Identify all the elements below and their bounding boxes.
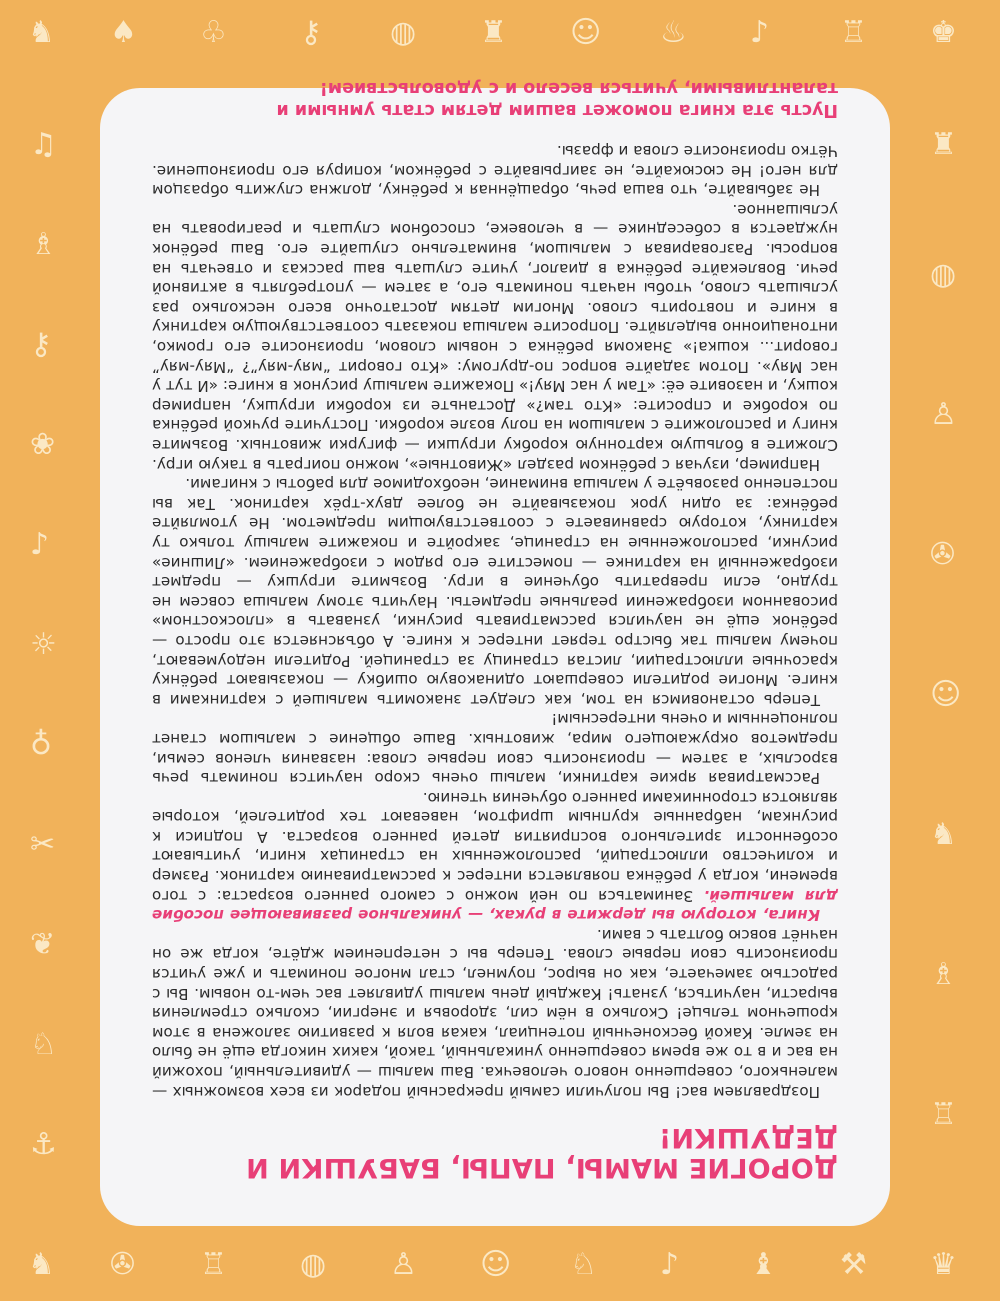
- toy-icon: ♜: [930, 127, 957, 162]
- toy-icon: ♘: [570, 1247, 597, 1282]
- toy-icon: ♘: [30, 1027, 57, 1062]
- toy-icon: ♛: [930, 1247, 957, 1282]
- rotated-content: [100, 77, 890, 1226]
- toy-icon: ♞: [930, 817, 957, 852]
- cat-icon: ☺: [930, 677, 962, 712]
- bird-icon: ♪: [750, 15, 770, 50]
- paragraph: Поздравляем вас! Вы получили самый прекрасный подарок из всех возможных — маленького, совершенно нового человечка. Ваш малыш — удивительный, похожий на вас и в то же время совершенно уникальный, такой, каких никогда ещё не было на земле. Какой бесконечный потенциал, какая воля к развитию заложена в этом крошечном тельце! Сколько в нём сил, здоровья и энергии, сколько стремления вырасти, научиться, узнать! Каждый день малыш удивляет вас чем-то новым. Вы с радостью замечаете, как он вырос, поумнел, стал многое понимать и уже учится произносить свои первые слова. Теперь вы с нетерпением ждёте, когда же он начнёт вовсю болтать с вами.: [152, 925, 838, 1101]
- cat-icon: ☺: [570, 15, 602, 50]
- body-text: [152, 141, 838, 1101]
- toy-icon: ✂: [30, 827, 56, 862]
- toy-icon: ♖: [930, 1097, 957, 1132]
- cat-icon: ☺: [480, 1247, 512, 1282]
- ball-icon: ◍: [930, 257, 957, 292]
- hammer-icon: ⚒: [840, 1247, 867, 1282]
- toy-icon: ♙: [930, 397, 957, 432]
- toy-icon: ♗: [30, 227, 57, 262]
- bird-icon: ♪: [660, 1247, 680, 1282]
- teapot-icon: ♨: [660, 15, 687, 50]
- cherry-icon: ❦: [30, 927, 56, 962]
- sun-icon: ☼: [30, 627, 57, 662]
- bird-icon: ♪: [30, 527, 50, 562]
- balloon-icon: ♁: [30, 727, 52, 762]
- toy-icon: ♖: [840, 15, 867, 50]
- toy-icon: ♞: [28, 15, 55, 50]
- highlight-text: Книга, которую вы держите в руках, — уникальное развивающее пособие для малышей.: [152, 886, 838, 925]
- toy-icon: ✇: [930, 537, 956, 572]
- pear-icon: ♧: [200, 15, 227, 50]
- toy-icon: ♙: [390, 1247, 417, 1282]
- trumpet-icon: ♫: [30, 127, 57, 162]
- paragraph: Книга, которую вы держите в руках, — уникальное развивающее пособие для малышей. Заниматься по ней можно с самого раннего возраста: с того времени, когда у ребёнка появляется интерес к рассматриванию картинок. Размер и количество иллюстраций, расположенных на страницах книги, учитывают особенности зрительного восприятия детей раннего возраста. А подписи к рисункам, набранные крупным шрифтом, навевают тех родителей, которые являются сторонниками раннего обучения чтению.: [152, 788, 838, 925]
- toy-icon: ♖: [200, 1247, 227, 1282]
- ball-icon: ◍: [300, 1247, 327, 1282]
- paragraph: Теперь остановимся на том, как следует знакомить малышей с картинками в книге. Многие родители совершают одинаковую ошибку — показывают ребёнку красочные иллюстрации, листая страницу за страницей. Родители недоумевают, почему малыш так быстро теряет интерес к книге. А объясняется это просто — ребёнок ещё не научился рассматривать рисунки, узнавать в «плоскостном» рисованном изображении реальные предметы. Научить этому малыша совсем не трудно, если превратить обучение в игру. Возьмите игрушку — предмет изображенный на картинке — поместите его рядом с изображением. «Лишние» рисунки, расположенные на странице, закройте и покажите малышу только ту картинку, которую сравниваете с соответствующим предметом. Не утомляйте ребёнка: за один урок показывайте не более двух-трёх картинок. Так вы постепенно разовьёте у малыша внимание, необходимое для работы с книгами.: [152, 475, 838, 709]
- closing-text: Пусть эта книга поможет вашим детям стать умными и талантливыми, учиться весело и с удовольствием!: [276, 77, 838, 120]
- grapes-icon: ❀: [30, 427, 56, 462]
- text-panel: [100, 77, 890, 1226]
- toy-icon: ♞: [28, 1247, 55, 1282]
- toy-icon: ⚓: [30, 1127, 57, 1162]
- key-icon: ⚷: [30, 327, 52, 362]
- ball-icon: ◍: [390, 15, 417, 50]
- toy-icon: ♜: [480, 15, 507, 50]
- spade-icon: ♠: [110, 15, 137, 50]
- paragraph: Например, изучая с ребёнком раздел «Животные», можно поиграть в такую игру. Сложите в большую картонную коробку игрушки — фигурки животных. Возьмите книгу и расположите с малышом на полу возле коробки. Постучите ручкой ребёнка по коробке и спросите: «Кто там?» Достаньте из коробки игрушку, например кошку, и назовите её: «Там у нас Мяу!» Покажите малышу рисунок в книге: «И тут у нас Мяу». Потом задайте вопрос по-другому: «Кто говорит “мяу-мяу”? “Мяу-мяу” говорит... кошка!» Знакомя ребёнка с новым словом, произносите его громко, интонационно выделяйте. Попросите малыша показать соответствующую картинку в книге и повторить слово. Многим детям достаточно всего несколько раз услышать слово, чтобы начать понимать его, а затем — употреблять в активной речи. Вовлекайте ребёнка в диалог, учите слушать ваш рассказ и отвечать на вопросы. Разговаривая с малышом, внимательно слушайте его. Ваш ребёнок нуждается в собеседнике — в человеке, способном слушать и реагировать на услышанное.: [152, 200, 838, 474]
- toy-icon: ✇: [110, 1247, 136, 1282]
- paragraph: Не забывайте, что ваша речь, обращённая к ребёнку, должна служить образцом для него! Не сюсюкайте, не заигрывайте с ребёнком, копируя его произношение. Чётко произносите слова и фразы.: [152, 142, 838, 200]
- toy-icon: ♗: [930, 957, 957, 992]
- key-icon: ⚷: [300, 15, 322, 50]
- paragraph: Рассматривая яркие картинки, малыш очень скоро научится понимать речь взрослых, а затем — произносить свои первые слова: названия членов семьи, предметов окружающего мира, животных. Ваше общение с малышом станет полноценным и очень интересным!: [152, 710, 838, 788]
- toy-icon: ♝: [750, 1247, 777, 1282]
- page-title: ДОРОГИЕ МАМЫ, ПАПЫ, БАБУШКИ И ДЕДУШКИ!: [245, 1122, 838, 1183]
- toy-icon: ♚: [930, 15, 957, 50]
